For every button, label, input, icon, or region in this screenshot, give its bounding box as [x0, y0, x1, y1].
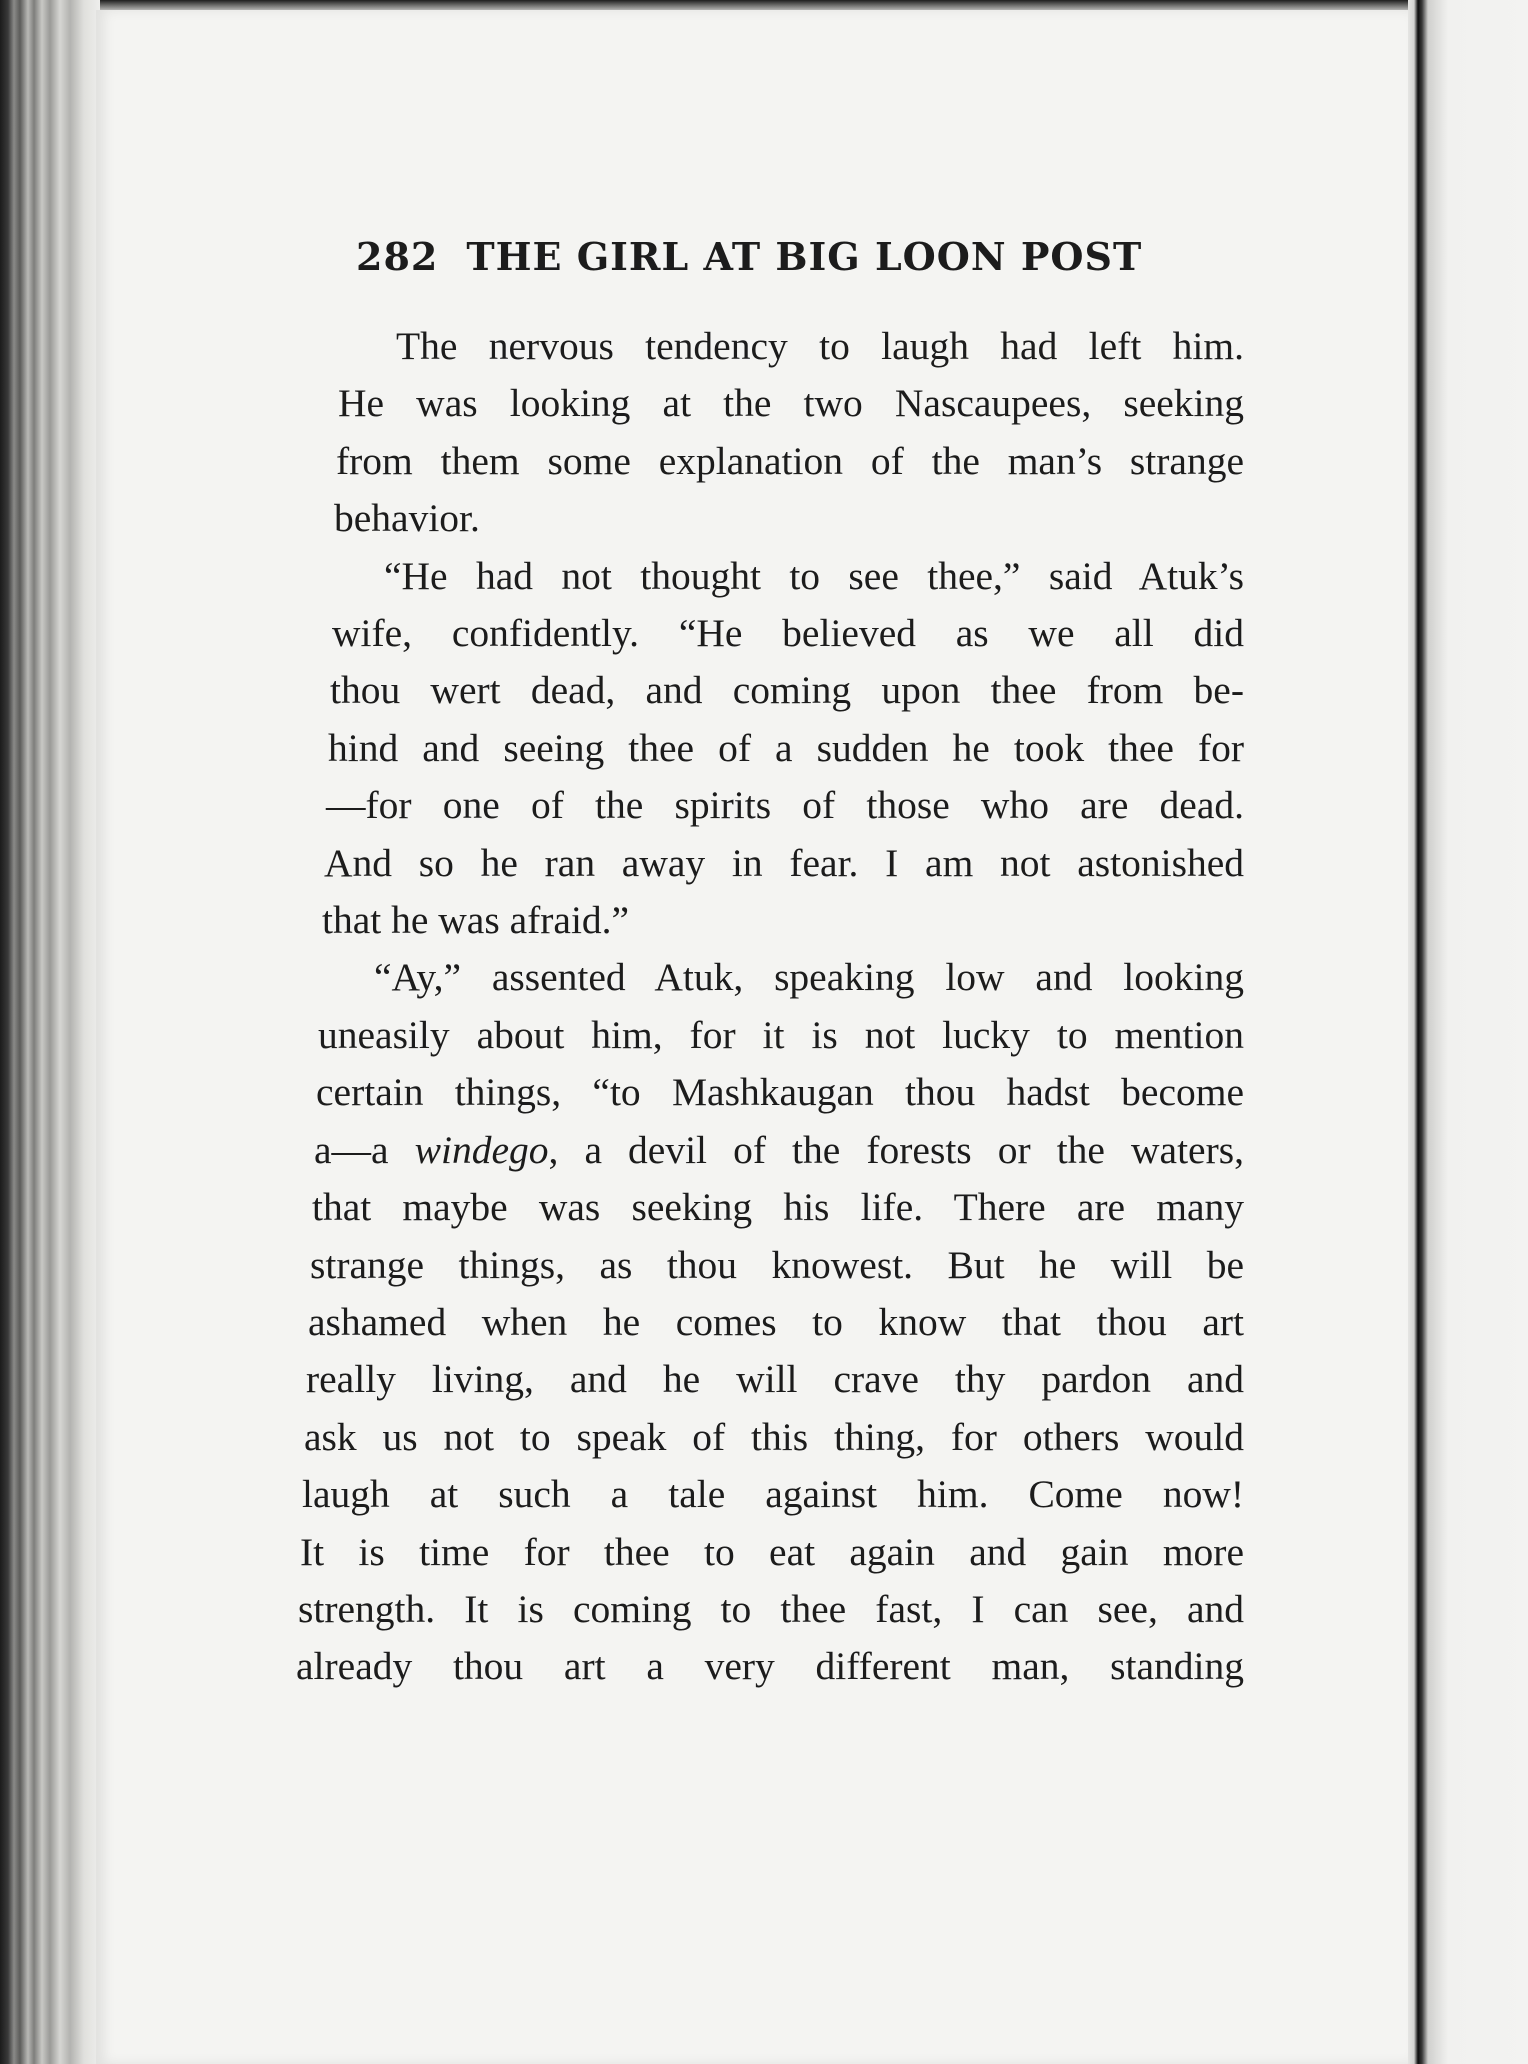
text-line: behavior.	[334, 496, 480, 541]
running-header	[356, 234, 1143, 279]
text-line: “He had not thought to see thee,” said Atuk’s	[384, 553, 1244, 598]
italic-word: windego	[414, 1127, 549, 1172]
text-line: It is time for thee to eat again and gain more	[300, 1529, 1244, 1574]
text-line: a—a windego, a devil of the forests or the waters,	[314, 1127, 1244, 1172]
paragraph	[322, 548, 1244, 950]
text-line: that he was afraid.”	[322, 898, 630, 943]
text-line: The nervous tendency to laugh had left him.	[396, 324, 1244, 368]
text-line: And so he ran away in fear. I am not astonished	[324, 840, 1244, 885]
text-line: from them some explanation of the man’s strange	[336, 438, 1244, 483]
text-line: ashamed when he comes to know that thou art	[308, 1299, 1244, 1344]
text-line: strange things, as thou knowest. But he will be	[310, 1242, 1244, 1287]
paragraph	[334, 318, 1244, 548]
text-line: hind and seeing thee of a sudden he took thee for	[328, 725, 1244, 770]
text-line: that maybe was seeking his life. There are many	[312, 1185, 1244, 1230]
right-page-edge	[1408, 0, 1528, 2064]
paragraph	[296, 949, 1244, 1695]
book-spine-edge	[0, 0, 100, 2064]
text-line: ask us not to speak of this thing, for others would	[304, 1414, 1244, 1459]
text-line: already thou art a very different man, standing	[296, 1644, 1244, 1689]
text-line: strength. It is coming to thee fast, I can see, and	[298, 1586, 1244, 1631]
running-title: THE GIRL AT BIG LOON POST	[466, 234, 1143, 279]
text-line: “Ay,” assented Atuk, speaking low and looking	[374, 955, 1244, 1000]
page-number: 282	[356, 234, 439, 279]
text-line: laugh at such a tale against him. Come now!	[302, 1472, 1244, 1517]
text-line: thou wert dead, and coming upon thee from be-	[330, 668, 1244, 713]
text-line: wife, confidently. “He believed as we all did	[332, 611, 1244, 656]
text-line: certain things, “to Mashkaugan thou hadst become	[316, 1070, 1244, 1115]
text-line: —for one of the spirits of those who are dead.	[326, 783, 1244, 828]
text-line: He was looking at the two Nascaupees, seeking	[338, 381, 1244, 426]
body-text	[296, 318, 1244, 1696]
text-line: really living, and he will crave thy pardon and	[306, 1357, 1244, 1402]
text-line: uneasily about him, for it is not lucky to mention	[318, 1012, 1244, 1057]
